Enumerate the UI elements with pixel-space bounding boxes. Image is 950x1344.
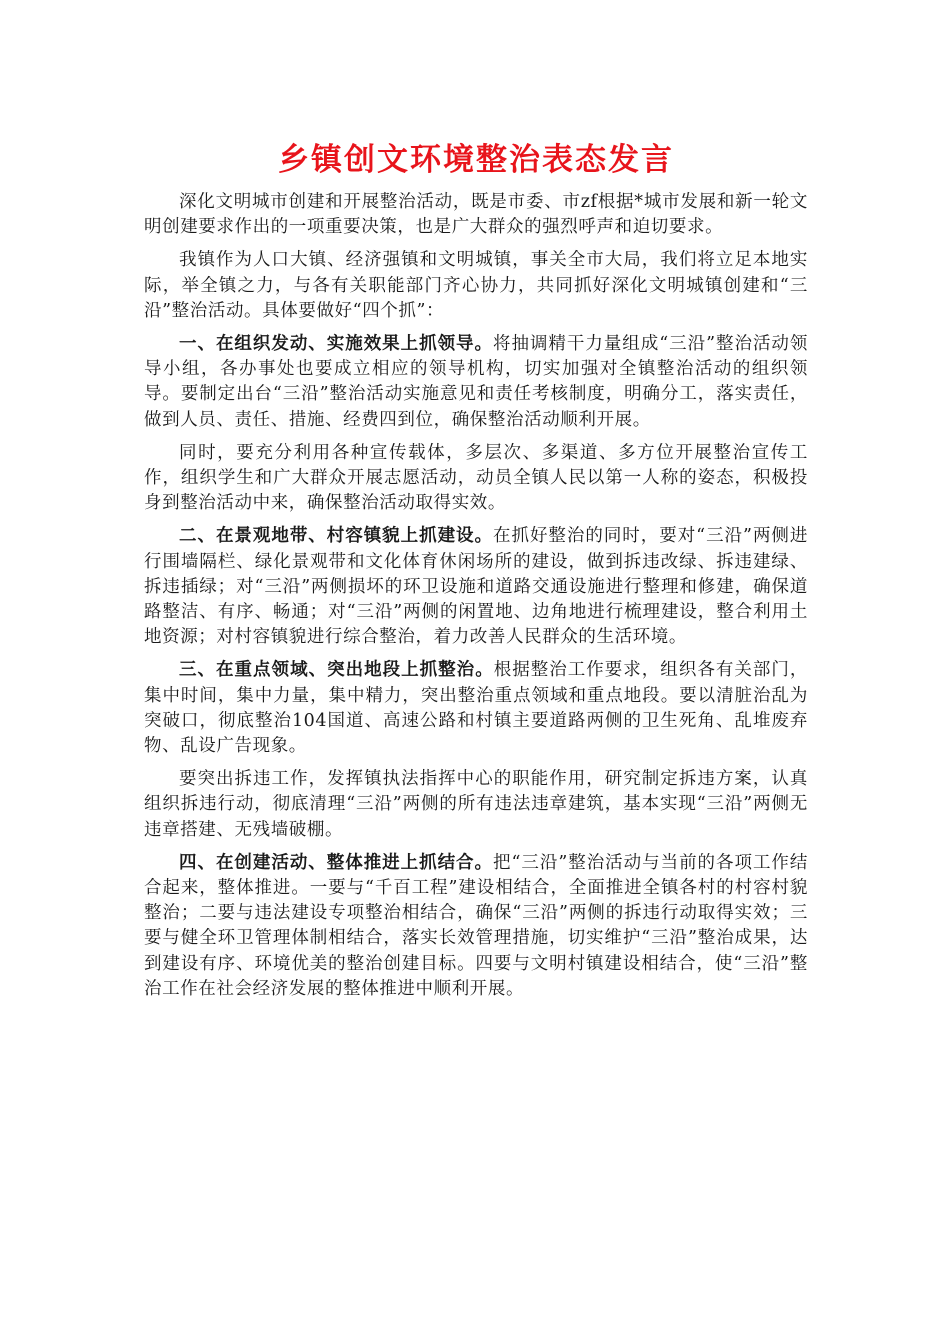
paragraph-text: 深化文明城市创建和开展整治活动，既是市委、市zf根据*城市发展和新一轮文明创建要求作出的一项重要决策，也是广大群众的强烈呼声和迫切要求。 [144, 192, 808, 238]
paragraph-text: 将抽调精干力量组成“三沿”整治活动领导小组，各办事处也要成立相应的领导机构，切实加强对全镇整治活动的组织领导。要制定出台“三沿”整治活动实施意见和责任考核制度，明确分工，落实责任，做到人员、责任、措施、经费四到位，确保整治活动顺利开展。 [144, 334, 808, 430]
document-page [144, 136, 808, 1010]
paragraph-text: 我镇作为人口大镇、经济强镇和文明城镇，事关全市大局，我们将立足本地实际，举全镇之力，与各有关职能部门齐心协力，共同抓好深化文明城镇创建和“三沿”整治活动。具体要做好“四个抓”： [144, 250, 808, 321]
paragraph-text: 要突出拆违工作，发挥镇执法指挥中心的职能作用，研究制定拆违方案，认真组织拆违行动，彻底清理“三沿”两侧的所有违法违章建筑，基本实现“三沿”两侧无违章搭建、无残墙破棚。 [144, 769, 808, 840]
paragraph-point-3-continued [144, 767, 808, 843]
paragraph-overview [144, 248, 808, 324]
paragraph-point-1-continued [144, 441, 808, 517]
paragraph-text: 同时，要充分利用各种宣传载体，多层次、多渠道、多方位开展整治宣传工作，组织学生和广大群众开展志愿活动，动员全镇人民以第一人称的姿态，积极投身到整治活动中来，确保整治活动取得实效。 [144, 442, 808, 514]
paragraph-text: 在抓好整治的同时，要对“三沿”两侧进行围墙隔栏、绿化景观带和文化体育休闲场所的建设，做到拆违改绿、拆违建绿、拆违插绿；对“三沿”两侧损坏的环卫设施和道路交通设施进行整理和修建，确保道路整洁、有序、畅通；对“三沿”两侧的闲置地、边角地进行梳理建设，整合利用土地资源；对村容镇貌进行综合整治，着力改善人民群众的生活环境。 [144, 526, 808, 648]
paragraph-point-1 [144, 332, 808, 433]
paragraph-intro [144, 190, 808, 240]
point-heading: 一、在组织发动、实施效果上抓领导。 [179, 334, 493, 355]
point-heading: 四、在创建活动、整体推进上抓结合。 [179, 852, 493, 873]
point-heading: 二、在景观地带、村容镇貌上抓建设。 [179, 526, 493, 547]
paragraph-text: 根据整治工作要求，组织各有关部门，集中时间，集中力量，集中精力，突出整治重点领域和重点地段。要以清脏治乱为突破口，彻底整治104国道、高速公路和村镇主要道路两侧的卫生死角、乱堆废弃物、乱设广告现象。 [144, 660, 808, 757]
paragraph-point-2 [144, 524, 808, 650]
point-heading: 三、在重点领域、突出地段上抓整治。 [179, 660, 494, 681]
paragraph-text: 把“三沿”整治活动与当前的各项工作结合起来，整体推进。一要与“千百工程”建设相结合，全面推进全镇各村的村容村貌整治；二要与违法建设专项整治相结合，确保“三沿”两侧的拆违行动取得实效；三要与健全环卫管理体制相结合，落实长效管理措施，切实维护“三沿”整治成果，达到建设有序、环境优美的整治创建目标。四要与文明村镇建设相结合，使“三沿”整治工作在社会经济发展的整体推进中顺利开展。 [144, 852, 808, 999]
paragraph-point-4 [144, 851, 808, 1002]
paragraph-point-3 [144, 658, 808, 759]
document-title: 乡镇创文环境整治表态发言 [278, 142, 674, 178]
